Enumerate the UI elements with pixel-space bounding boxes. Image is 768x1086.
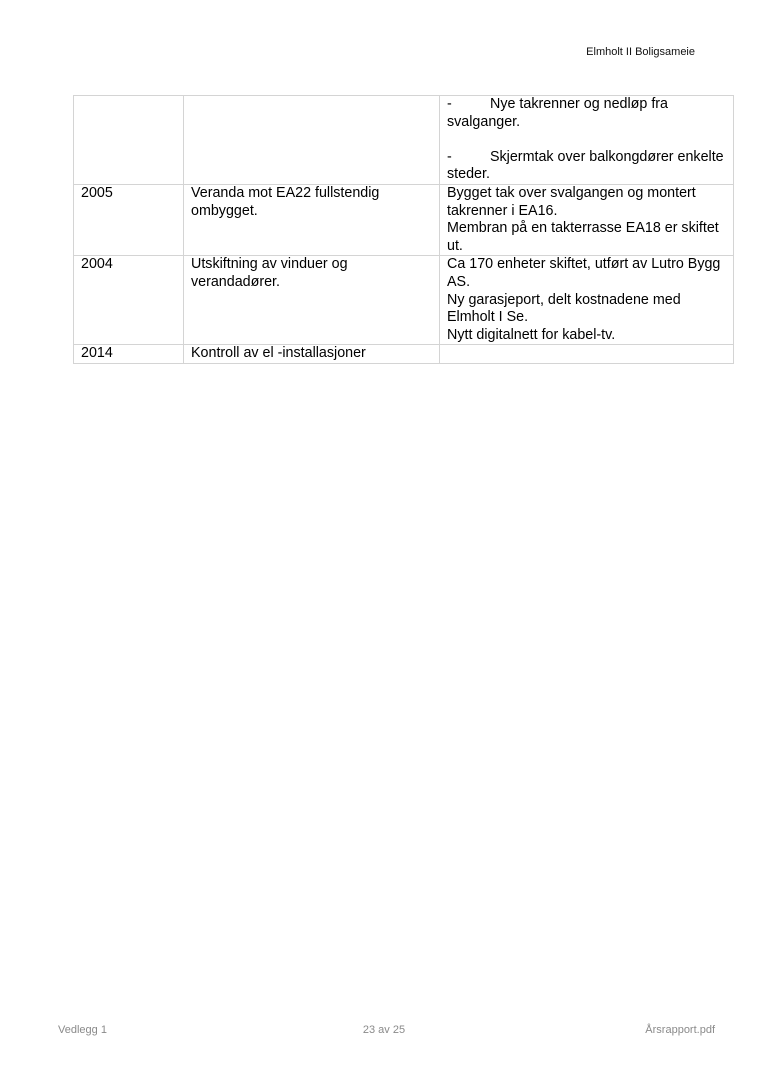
bullet-dash: - xyxy=(447,148,452,165)
year-cell: 2004 xyxy=(74,256,184,345)
note-line: Bygget tak over svalgangen og montert takrenner i EA16. xyxy=(447,184,696,219)
bullet-dash: - xyxy=(447,96,452,112)
footer-page-number: 23 av 25 xyxy=(362,1024,406,1036)
notes-cell xyxy=(440,96,734,185)
footer-attachment-label: Vedlegg 1 xyxy=(58,1024,107,1036)
table-row xyxy=(74,96,734,185)
work-cell: Kontroll av el -installasjoner xyxy=(184,345,440,364)
table-row xyxy=(74,256,734,345)
work-cell: Utskiftning av vinduer og verandadører. xyxy=(184,256,440,345)
note-line: Nytt digitalnett for kabel-tv. xyxy=(447,326,616,343)
notes-cell xyxy=(440,184,734,255)
note-line: Ny garasjeport, delt kostnadene med Elmholt I Se. xyxy=(447,291,681,326)
work-cell xyxy=(184,96,440,185)
note-line: Ca 170 enheter skiftet, utført av Lutro Bygg AS. xyxy=(447,256,721,290)
notes-cell xyxy=(440,256,734,345)
footer-filename: Årsrapport.pdf xyxy=(645,1024,715,1036)
bullet-item xyxy=(447,96,726,131)
bullet-text: Nye takrenner og nedløp fra svalganger. xyxy=(447,96,669,130)
year-cell: 2014 xyxy=(74,345,184,364)
maintenance-history-table xyxy=(73,95,734,364)
note-line: Membran på en takterrasse EA18 er skiftet ut. xyxy=(447,220,719,254)
year-cell: 2005 xyxy=(74,184,184,255)
year-cell xyxy=(74,96,184,185)
table-row xyxy=(74,345,734,364)
table-row xyxy=(74,184,734,255)
bullet-item xyxy=(447,149,726,184)
notes-cell xyxy=(440,345,734,364)
document-header: Elmholt II Boligsameie xyxy=(586,46,695,58)
bullet-text: Skjermtak over balkongdører enkelte steder. xyxy=(447,148,724,183)
work-cell: Veranda mot EA22 fullstendig ombygget. xyxy=(184,184,440,255)
